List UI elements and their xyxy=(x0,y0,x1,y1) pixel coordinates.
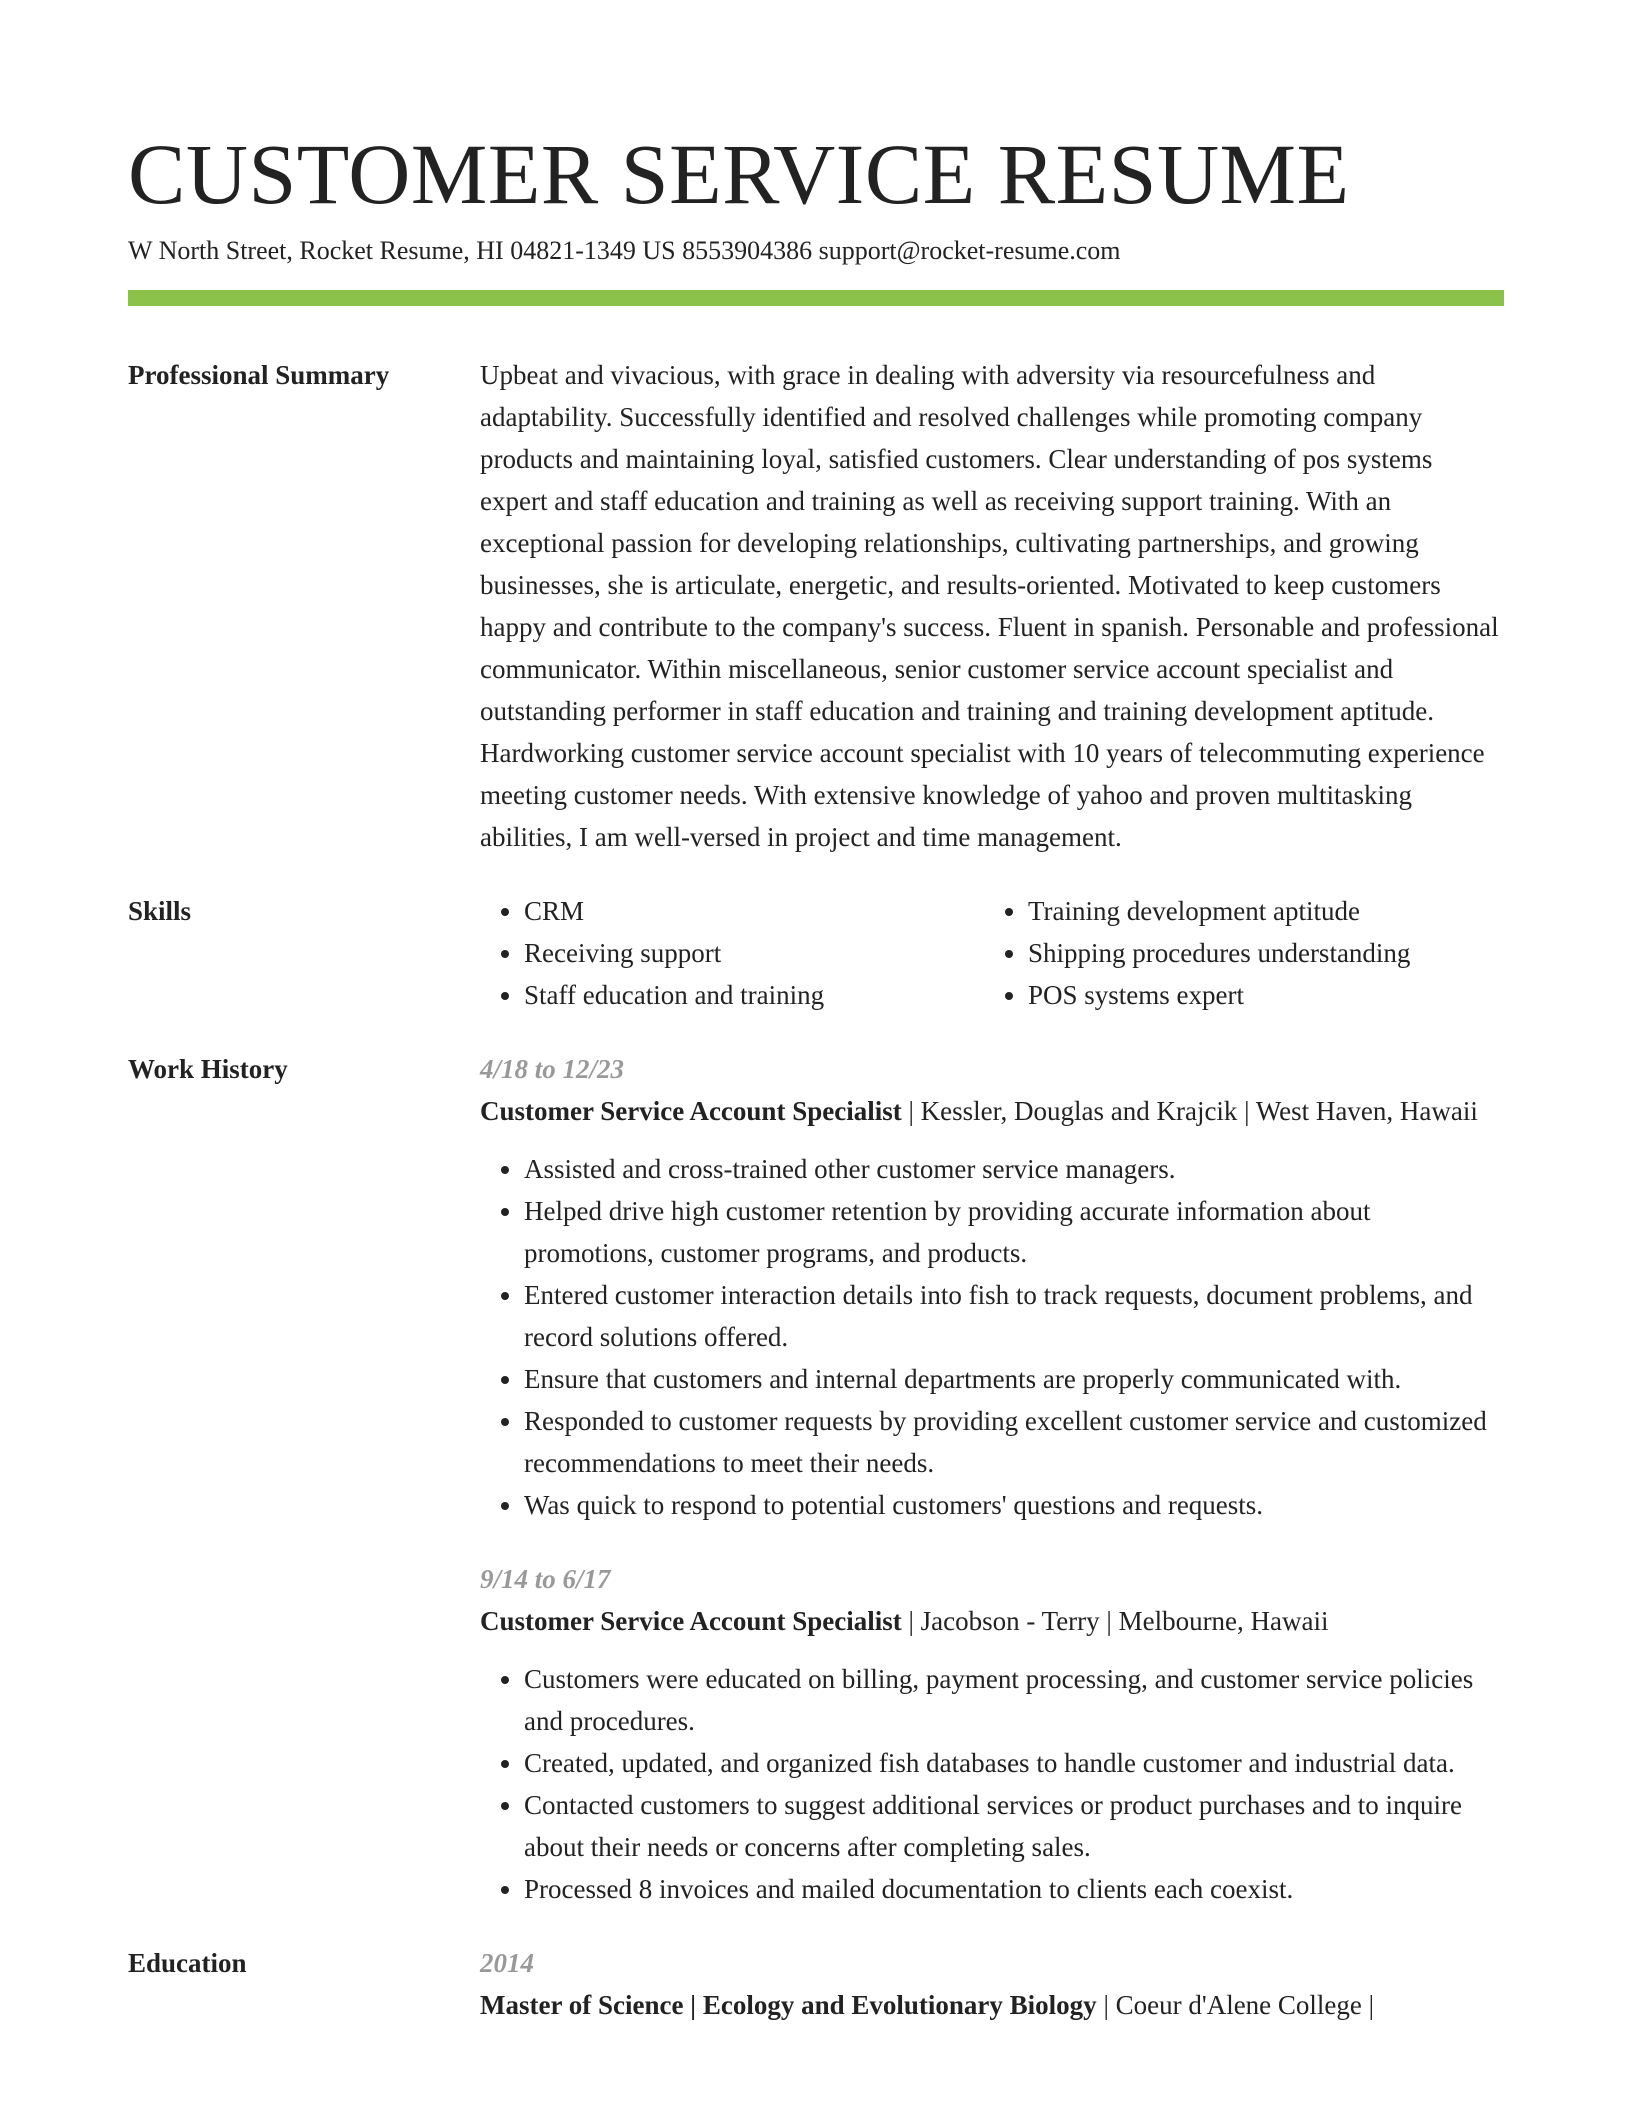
education-body xyxy=(480,1942,1504,2026)
duty-item: • Created, updated, and organized fish databases to handle customer and industrial data. xyxy=(524,1742,1504,1784)
skills-list-left xyxy=(480,890,984,1016)
work-history-body xyxy=(480,1048,1504,1910)
section-label: Education xyxy=(128,1948,247,1978)
section-label: Skills xyxy=(128,896,192,926)
duty-item: • Customers were educated on billing, payment processing, and customer service policies and procedures. xyxy=(524,1658,1504,1742)
job-title: Customer Service Account Specialist xyxy=(480,1606,902,1636)
header-divider xyxy=(128,290,1504,306)
skill-item: • Receiving support xyxy=(524,932,984,974)
skills-grid xyxy=(480,890,1504,1016)
summary-text: Upbeat and vivacious, with grace in dealing with adversity via resourcefulness and adaptability. Successfully identified and resolved challenges while promoting company products and maintaining loyal, satisfied customers. Clear understanding of pos systems expert and staff education and training as well as receiving support training. With an exceptional passion for developing relationships, cultivating partnerships, and growing businesses, she is articulate, energetic, and results-oriented. Motivated to keep customers happy and contribute to the company's success. Fluent in spanish. Personable and professional communicator. Within miscellaneous, senior customer service account specialist and outstanding performer in staff education and training and training development aptitude. Hardworking customer service account specialist with 10 years of telecommuting experience meeting customer needs. With extensive knowledge of yahoo and proven multitasking abilities, I am well-versed in project and time management. xyxy=(480,360,1499,852)
skills-body xyxy=(480,890,1504,1016)
job-heading xyxy=(480,1600,1504,1642)
duty-item: • Helped drive high customer retention by providing accurate information about promotions, customer programs, and products. xyxy=(524,1190,1504,1274)
education-year: 2014 xyxy=(480,1948,534,1978)
job-title: Customer Service Account Specialist xyxy=(480,1096,902,1126)
education-section xyxy=(128,1942,1504,2026)
duty-item: • Assisted and cross-trained other customer service managers. xyxy=(524,1148,1504,1190)
education-details: | Coeur d'Alene College | xyxy=(1096,1990,1375,2020)
job-duties xyxy=(480,1658,1504,1910)
job-entry xyxy=(480,1558,1504,1910)
skills-section xyxy=(128,890,1504,1016)
contact-line: W North Street, Rocket Resume, HI 04821-1349 US 8553904386 support@rocket-resume.com xyxy=(128,236,1121,265)
education-heading xyxy=(480,1984,1504,2026)
degree-title: Master of Science | Ecology and Evolutionary Biology xyxy=(480,1990,1097,2020)
duty-item: • Entered customer interaction details into fish to track requests, document problems, and record solutions offered. xyxy=(524,1274,1504,1358)
job-details: | Kessler, Douglas and Krajcik | West Haven, Hawaii xyxy=(901,1096,1478,1126)
skill-item: • Training development aptitude xyxy=(1028,890,1488,932)
job-dates: 9/14 to 6/17 xyxy=(480,1564,611,1594)
job-details: | Jacobson - Terry | Melbourne, Hawaii xyxy=(901,1606,1329,1636)
job-duties xyxy=(480,1148,1504,1526)
skill-item: • POS systems expert xyxy=(1028,974,1488,1016)
resume-title: CUSTOMER SERVICE RESUME xyxy=(128,126,1350,222)
job-entry xyxy=(480,1048,1504,1526)
duty-item: • Processed 8 invoices and mailed documentation to clients each coexist. xyxy=(524,1868,1504,1910)
job-dates: 4/18 to 12/23 xyxy=(480,1054,625,1084)
duty-item: • Was quick to respond to potential customers' questions and requests. xyxy=(524,1484,1504,1526)
skill-item: • Shipping procedures understanding xyxy=(1028,932,1488,974)
duty-item: • Contacted customers to suggest additional services or product purchases and to inquire about their needs or concerns after completing sales. xyxy=(524,1784,1504,1868)
section-label: Work History xyxy=(128,1054,288,1084)
skill-item: • CRM xyxy=(524,890,984,932)
duty-item: • Responded to customer requests by providing excellent customer service and customized recommendations to meet their needs. xyxy=(524,1400,1504,1484)
professional-summary-section xyxy=(128,354,1504,858)
work-history-section xyxy=(128,1048,1504,1910)
job-heading xyxy=(480,1090,1504,1132)
resume-page xyxy=(128,126,1504,2026)
section-label: Professional Summary xyxy=(128,360,390,390)
skills-list-right xyxy=(984,890,1488,1016)
duty-item: • Ensure that customers and internal departments are properly communicated with. xyxy=(524,1358,1504,1400)
skill-item: • Staff education and training xyxy=(524,974,984,1016)
